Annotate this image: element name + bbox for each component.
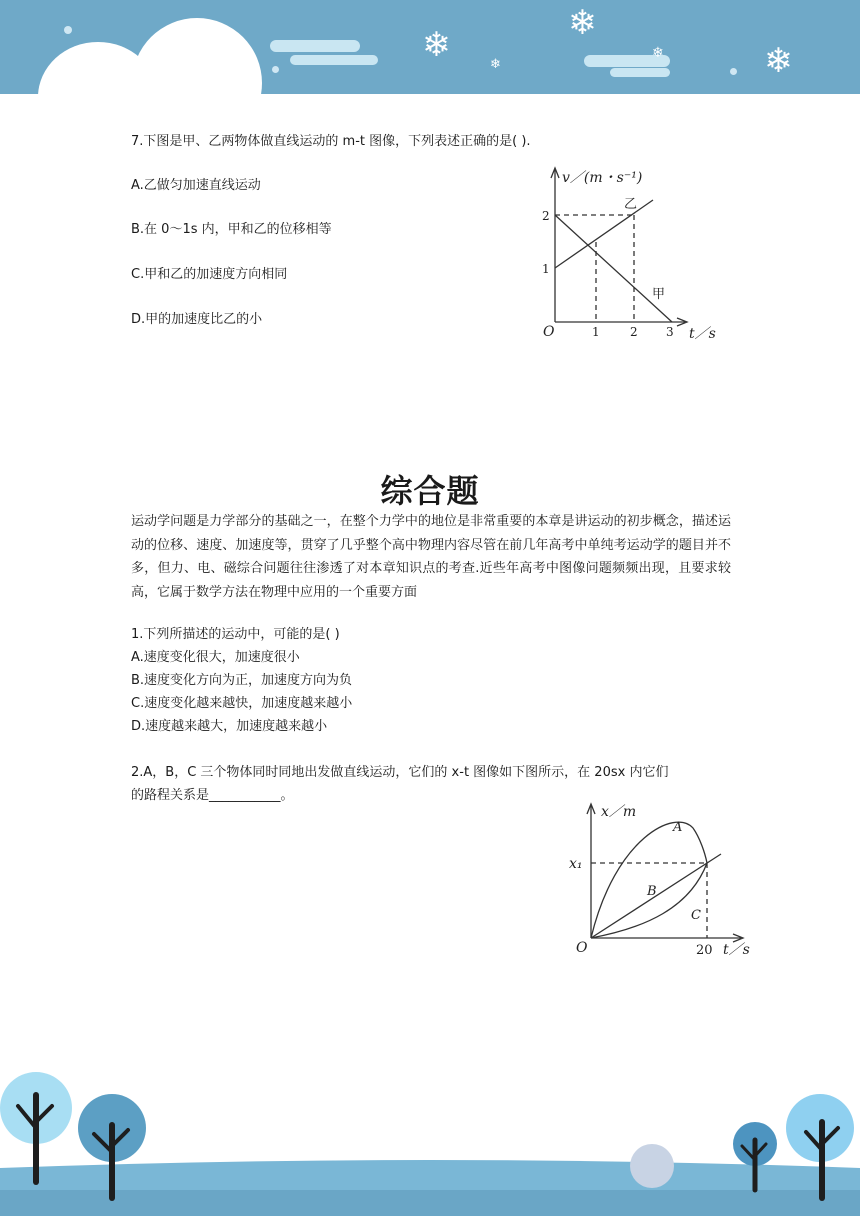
question-7-option-d: D.甲的加速度比乙的小 [131,312,263,327]
cloud-decoration [132,18,262,94]
x-tick-label: 20 [696,943,713,958]
x-tick-label: 3 [666,325,674,339]
y-axis-label: x／m [601,804,637,820]
x-axis-label: t／s [723,942,750,958]
question-2-stem-line2: 的路程关系是___________。 [131,788,294,803]
question-1-option-c: C.速度变化越来越快，加速度越来越小 [131,696,353,711]
cloud-stripe [270,40,360,52]
curve-label-a: A [673,820,683,835]
question-1-stem: 1.下列所描述的运动中，可能的是( ) [131,627,340,642]
header-banner [0,0,860,94]
question-7-option-b: B.在 0～1s 内，甲和乙的位移相等 [131,222,332,237]
snowflake-icon: ❄ [568,3,597,43]
y-tick-label: 2 [542,209,550,223]
snowflake-icon: ❄ [764,41,793,81]
origin-label: O [543,324,555,340]
question-7-stem: 7.下图是甲、乙两物体做直线运动的 m-t 图像，下列表述正确的是( ). [131,134,531,149]
dot-decoration [730,68,737,75]
x-tick-label: 2 [630,325,638,339]
snowflake-icon: ❄ [490,57,501,72]
line-label-jia: 甲 [652,287,666,302]
x1-label: x₁ [569,856,583,872]
snowflake-icon: ❄ [652,45,664,61]
x-axis-label: t／s [689,326,716,342]
question-1-option-b: B.速度变化方向为正，加速度方向为负 [131,673,353,688]
question-1-option-a: A.速度变化很大，加速度很小 [131,650,300,665]
question-1-option-d: D.速度越来越大，加速度越来越小 [131,719,328,734]
question-7-option-a: A.乙做匀加速直线运动 [131,178,261,193]
cloud-stripe [610,68,670,77]
question-7-option-c: C.甲和乙的加速度方向相同 [131,267,288,282]
section-intro-paragraph: 运动学问题是力学部分的基础之一，在整个力学中的地位是非常重要的本章是讲运动的初步概念，描述运动的位移、速度、加速度等，贯穿了几乎整个高中物理内容尽管在前几年高考中单纯考运动学的题目并不多，但力、电、磁综合问题往往渗透了对本章知识点的考查.近些年高考中图像问题频频出现，且要求较高，它属于数学方法在物理中应用的一个重要方面 [131,514,731,600]
cloud-stripe [290,55,378,65]
question-7-vt-graph [535,158,735,348]
curve-label-b: B [647,884,657,899]
origin-label: O [576,940,588,956]
section-title: 综合题 [380,472,480,510]
dot-decoration [64,26,72,34]
footer-trees-decoration [0,1040,860,1216]
snowflake-icon: ❄ [422,25,451,65]
question-2-stem-line1: 2.A，B，C 三个物体同时同地出发做直线运动，它们的 x-t 图像如下图所示，在 20sx 内它们 [131,765,669,780]
question-2-xt-graph [565,798,765,963]
y-axis-label: v／(m・s⁻¹) [562,170,643,186]
line-label-yi: 乙 [624,197,638,212]
dot-decoration [272,66,279,73]
x-tick-label: 1 [592,325,600,339]
curve-label-c: C [691,908,701,923]
y-tick-label: 1 [542,262,550,276]
